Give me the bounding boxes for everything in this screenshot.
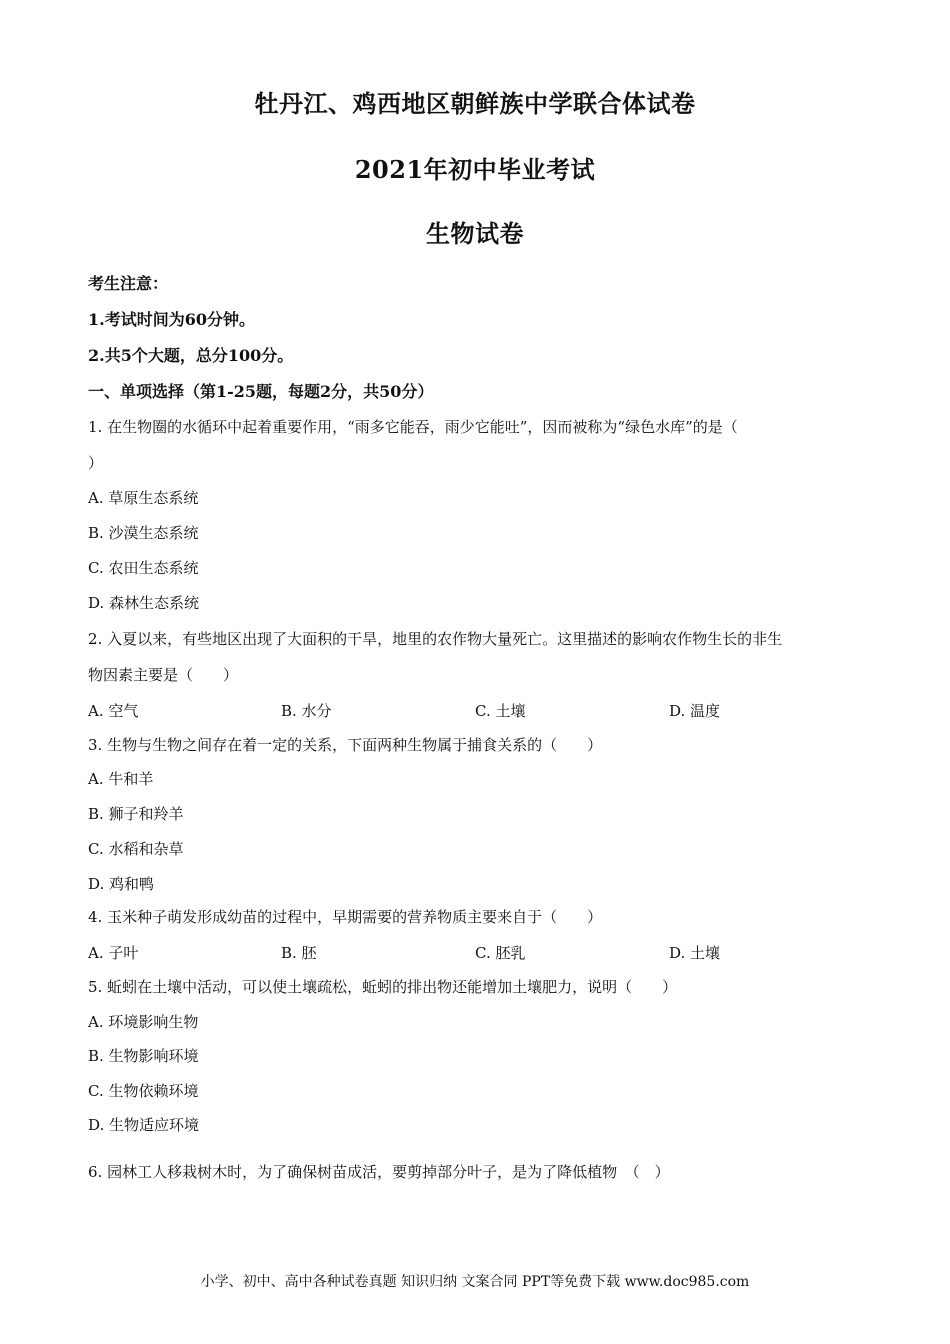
section-heading: 一、单项选择（第1-25题，每题2分，共50分）: [88, 382, 434, 401]
question-2-option-d: D. 温度: [669, 702, 721, 720]
subject-title: 生物试卷: [426, 219, 524, 248]
question-5-option-c: C. 生物依赖环境: [88, 1082, 199, 1100]
exam-title: 牡丹江、鸡西地区朝鲜族中学联合体试卷: [254, 89, 696, 118]
question-2-option-a: A. 空气: [88, 702, 139, 720]
question-2-option-c: C. 土壤: [475, 702, 526, 720]
question-5-option-b: B. 生物影响环境: [88, 1047, 199, 1065]
question-1-stem-cont: ）: [88, 454, 104, 472]
question-2-option-b: B. 水分: [281, 702, 332, 720]
notice-item-1: 1.考试时间为60分钟。: [88, 310, 255, 329]
question-4-stem: 4. 玉米种子萌发形成幼苗的过程中，早期需要的营养物质主要来自于（ ）: [88, 908, 603, 926]
question-5-option-a: A. 环境影响生物: [88, 1013, 199, 1031]
question-1-option-b: B. 沙漠生态系统: [88, 524, 199, 542]
exam-subtitle: 2021年初中毕业考试: [354, 155, 596, 184]
question-4-option-d: D. 土壤: [669, 944, 721, 962]
question-1-stem: 1. 在生物圈的水循环中起着重要作用，“雨多它能吞，雨少它能吐”，因而被称为“绿色水库”的是（: [88, 418, 738, 436]
question-3-option-b: B. 狮子和羚羊: [88, 805, 184, 823]
question-3-option-c: C. 水稻和杂草: [88, 840, 184, 858]
question-4-option-b: B. 胚: [281, 944, 317, 962]
question-4-option-c: C. 胚乳: [475, 944, 526, 962]
question-6-stem: 6. 园林工人移栽树木时，为了确保树苗成活，要剪掉部分叶子，是为了降低植物 （ ）: [88, 1163, 670, 1181]
notice-item-2: 2.共5个大题，总分100分。: [88, 346, 294, 365]
question-3-stem: 3. 生物与生物之间存在着一定的关系，下面两种生物属于捕食关系的（ ）: [88, 736, 603, 754]
question-1-option-d: D. 森林生态系统: [88, 594, 200, 612]
question-2-stem-cont: 物因素主要是（ ）: [88, 666, 239, 684]
question-5-option-d: D. 生物适应环境: [88, 1116, 200, 1134]
notice-heading: 考生注意：: [88, 274, 169, 293]
question-1-option-c: C. 农田生态系统: [88, 559, 199, 577]
question-3-option-d: D. 鸡和鸭: [88, 875, 155, 893]
question-3-option-a: A. 牛和羊: [88, 770, 154, 788]
question-1-option-a: A. 草原生态系统: [88, 489, 199, 507]
page-footer: 小学、初中、高中各种试卷真题 知识归纳 文案合同 PPT等免费下载 www.doc985.com: [200, 1274, 750, 1290]
question-2-stem: 2. 入夏以来，有些地区出现了大面积的干旱，地里的农作物大量死亡。这里描述的影响农作物生长的非生: [88, 630, 783, 648]
question-4-option-a: A. 子叶: [88, 944, 139, 962]
question-5-stem: 5. 蚯蚓在土壤中活动，可以使土壤疏松，蚯蚓的排出物还能增加土壤肥力，说明（ ）: [88, 978, 678, 996]
